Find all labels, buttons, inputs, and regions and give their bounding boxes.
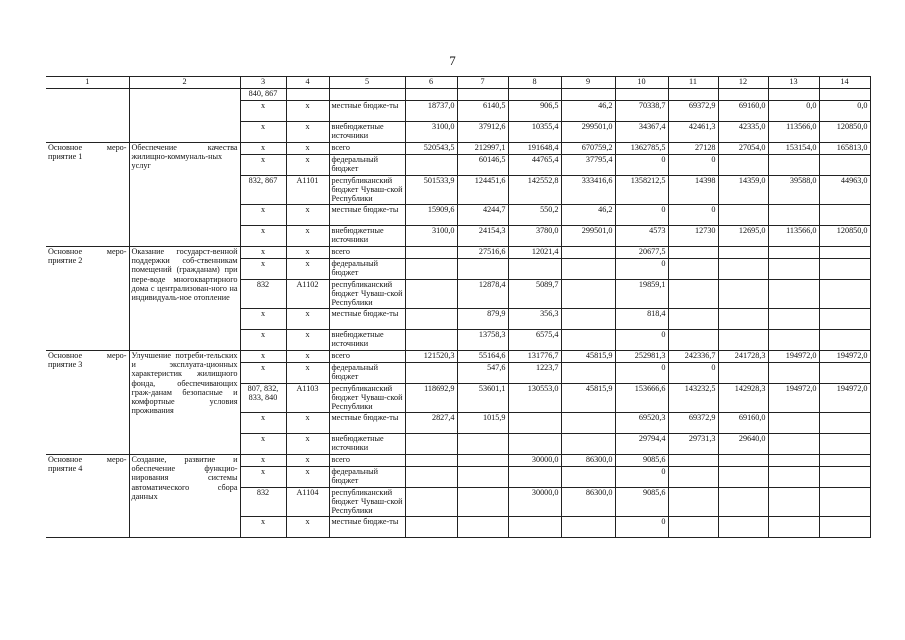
value-cell-col-14 — [819, 247, 870, 259]
value-cell-col-14 — [819, 205, 870, 226]
row-source-cell: республиканский бюджет Чуваш-ской Республики — [329, 488, 405, 517]
column-header-4: 4 — [286, 77, 329, 89]
budget-table-body — [46, 77, 870, 538]
value-cell-col-6: 3100,0 — [405, 122, 457, 143]
value-cell-col-12 — [718, 467, 768, 488]
value-cell-col-7: 53601,1 — [457, 384, 508, 413]
value-cell-col-8: 5089,7 — [508, 280, 561, 309]
value-cell-col-12 — [718, 259, 768, 280]
row-code-cell: х — [240, 155, 286, 176]
value-cell-col-13: 113566,0 — [768, 122, 819, 143]
value-cell-col-11: 14398 — [668, 176, 718, 205]
row-target-cell: х — [286, 309, 329, 330]
budget-table — [46, 76, 871, 538]
value-cell-col-6 — [405, 280, 457, 309]
row-code-cell: х — [240, 226, 286, 247]
row-code-cell: х — [240, 205, 286, 226]
value-cell-col-11 — [668, 259, 718, 280]
value-cell-col-8: 131776,7 — [508, 351, 561, 363]
value-cell-col-13 — [768, 330, 819, 351]
value-cell-col-6: 3100,0 — [405, 226, 457, 247]
column-header-12: 12 — [718, 77, 768, 89]
value-cell-col-9: 86300,0 — [561, 488, 615, 517]
row-code-cell: х — [240, 363, 286, 384]
value-cell-col-6 — [405, 488, 457, 517]
value-cell-col-12 — [718, 330, 768, 351]
value-cell-col-7 — [457, 455, 508, 467]
value-cell-col-10: 0 — [615, 155, 668, 176]
value-cell-col-6 — [405, 309, 457, 330]
value-cell-col-10: 69520,3 — [615, 413, 668, 434]
value-cell-col-8: 550,2 — [508, 205, 561, 226]
value-cell-col-7 — [457, 259, 508, 280]
value-cell-col-8: 906,5 — [508, 101, 561, 122]
value-cell-col-11 — [668, 455, 718, 467]
row-target-cell: А1104 — [286, 488, 329, 517]
value-cell-col-11 — [668, 517, 718, 538]
column-header-10: 10 — [615, 77, 668, 89]
value-cell-col-10: 252981,3 — [615, 351, 668, 363]
value-cell-col-14 — [819, 467, 870, 488]
value-cell-col-12: 69160,0 — [718, 413, 768, 434]
value-cell-col-10: 0 — [615, 467, 668, 488]
value-cell-col-9 — [561, 280, 615, 309]
value-cell-col-11: 0 — [668, 363, 718, 384]
row-source-cell: всего — [329, 143, 405, 155]
value-cell-col-14 — [819, 363, 870, 384]
value-cell-col-7: 13758,3 — [457, 330, 508, 351]
row-target-cell: А1102 — [286, 280, 329, 309]
value-cell-col-12: 69160,0 — [718, 101, 768, 122]
value-cell-col-11 — [668, 247, 718, 259]
value-cell-col-13: 194972,0 — [768, 384, 819, 413]
row-source-cell: федеральный бюджет — [329, 155, 405, 176]
value-cell-col-9: 46,2 — [561, 101, 615, 122]
column-header-5: 5 — [329, 77, 405, 89]
value-cell-col-8 — [508, 259, 561, 280]
value-cell-col-11 — [668, 467, 718, 488]
row-target-cell: х — [286, 259, 329, 280]
continued-description-cell — [129, 89, 240, 143]
value-cell-col-13 — [768, 413, 819, 434]
value-cell-col-7: 212997,1 — [457, 143, 508, 155]
value-cell-col-13 — [768, 205, 819, 226]
value-cell-col-10: 1362785,5 — [615, 143, 668, 155]
row-code-cell: х — [240, 351, 286, 363]
value-cell-col-10: 70338,7 — [615, 101, 668, 122]
page-number: 7 — [449, 53, 456, 68]
value-cell-col-14 — [819, 455, 870, 467]
value-cell-col-13 — [768, 247, 819, 259]
value-cell-col-8: 30000,0 — [508, 455, 561, 467]
value-cell-col-13: 153154,0 — [768, 143, 819, 155]
value-cell-col-11: 242336,7 — [668, 351, 718, 363]
value-cell-col-8 — [508, 413, 561, 434]
column-header-2: 2 — [129, 77, 240, 89]
value-cell-col-9: 299501,0 — [561, 226, 615, 247]
value-cell-col-7 — [457, 517, 508, 538]
value-cell-col-8: 12021,4 — [508, 247, 561, 259]
value-cell-col-12: 12695,0 — [718, 226, 768, 247]
table-row — [46, 351, 870, 363]
value-cell-col-10: 0 — [615, 259, 668, 280]
measure-name-cell: Основное меро-приятие 4 — [46, 455, 129, 538]
value-cell-col-7: 547,6 — [457, 363, 508, 384]
value-cell-col-10: 818,4 — [615, 309, 668, 330]
row-target-cell: х — [286, 363, 329, 384]
value-cell-col-10: 1358212,5 — [615, 176, 668, 205]
row-code-cell: х — [240, 467, 286, 488]
column-header-1: 1 — [46, 77, 129, 89]
row-target-cell: х — [286, 434, 329, 455]
value-cell-col-8: 191648,4 — [508, 143, 561, 155]
table-row — [46, 455, 870, 467]
row-source-cell: местные бюдже-ты — [329, 205, 405, 226]
row-target-cell: х — [286, 143, 329, 155]
row-source-cell: местные бюдже-ты — [329, 101, 405, 122]
value-cell-col-6 — [405, 259, 457, 280]
row-target-cell: А1101 — [286, 176, 329, 205]
value-cell-col-14: 194972,0 — [819, 384, 870, 413]
value-cell-col-7: 24154,3 — [457, 226, 508, 247]
row-target-cell: х — [286, 101, 329, 122]
value-cell-col-9: 299501,0 — [561, 122, 615, 143]
value-cell-col-12 — [718, 363, 768, 384]
measure-name-cell: Основное меро-приятие 1 — [46, 143, 129, 247]
value-cell-col-7: 60146,5 — [457, 155, 508, 176]
value-cell-col-9 — [561, 330, 615, 351]
column-header-14: 14 — [819, 77, 870, 89]
value-cell-col-9 — [561, 413, 615, 434]
row-target-cell — [286, 89, 329, 101]
value-cell-col-12: 142928,3 — [718, 384, 768, 413]
value-cell-col-14 — [819, 488, 870, 517]
measure-description-cell: Создание, развитие и обеспечение функцио-нирования системы автоматического сбора данных — [129, 455, 240, 538]
value-cell-col-6 — [405, 517, 457, 538]
value-cell-col-9: 333416,6 — [561, 176, 615, 205]
value-cell-col-12 — [718, 309, 768, 330]
row-code-cell: х — [240, 259, 286, 280]
value-cell-col-9: 45815,9 — [561, 384, 615, 413]
value-cell-col-6: 520543,5 — [405, 143, 457, 155]
value-cell-col-12 — [718, 247, 768, 259]
value-cell-col-11 — [668, 89, 718, 101]
column-header-11: 11 — [668, 77, 718, 89]
column-header-13: 13 — [768, 77, 819, 89]
value-cell-col-8: 3780,0 — [508, 226, 561, 247]
value-cell-col-8: 356,3 — [508, 309, 561, 330]
value-cell-col-7 — [457, 89, 508, 101]
value-cell-col-13 — [768, 467, 819, 488]
value-cell-col-12 — [718, 89, 768, 101]
value-cell-col-13 — [768, 280, 819, 309]
row-code-cell: 840, 867 — [240, 89, 286, 101]
value-cell-col-8 — [508, 517, 561, 538]
row-code-cell: 832, 867 — [240, 176, 286, 205]
measure-description-cell: Улучшение потреби-тельских и эксплуата-ционных характеристик жилищного фонда, обеспечивающих граж-данам безопасные и комфортные условия проживания — [129, 351, 240, 455]
column-header-8: 8 — [508, 77, 561, 89]
value-cell-col-11: 27128 — [668, 143, 718, 155]
value-cell-col-14: 194972,0 — [819, 351, 870, 363]
value-cell-col-8 — [508, 467, 561, 488]
value-cell-col-10: 153666,6 — [615, 384, 668, 413]
value-cell-col-9 — [561, 467, 615, 488]
value-cell-col-9 — [561, 89, 615, 101]
value-cell-col-7: 55164,6 — [457, 351, 508, 363]
column-header-3: 3 — [240, 77, 286, 89]
value-cell-col-9 — [561, 309, 615, 330]
value-cell-col-14 — [819, 517, 870, 538]
value-cell-col-14: 44963,0 — [819, 176, 870, 205]
measure-description-cell: Обеспечение качества жилищно-коммуналь-ных услуг — [129, 143, 240, 247]
value-cell-col-12 — [718, 155, 768, 176]
row-target-cell: х — [286, 122, 329, 143]
value-cell-col-6: 2827,4 — [405, 413, 457, 434]
row-target-cell: х — [286, 455, 329, 467]
value-cell-col-7: 879,9 — [457, 309, 508, 330]
value-cell-col-10: 4573 — [615, 226, 668, 247]
value-cell-col-7: 12878,4 — [457, 280, 508, 309]
value-cell-col-10: 34367,4 — [615, 122, 668, 143]
value-cell-col-8: 130553,0 — [508, 384, 561, 413]
row-source-cell: федеральный бюджет — [329, 467, 405, 488]
value-cell-col-10: 9085,6 — [615, 455, 668, 467]
row-source-cell: внебюджетные источники — [329, 226, 405, 247]
value-cell-col-9 — [561, 247, 615, 259]
table-row — [46, 89, 870, 101]
value-cell-col-11: 143232,5 — [668, 384, 718, 413]
row-source-cell — [329, 89, 405, 101]
table-row — [46, 247, 870, 259]
row-source-cell: внебюджетные источники — [329, 122, 405, 143]
value-cell-col-13 — [768, 363, 819, 384]
row-target-cell: х — [286, 351, 329, 363]
value-cell-col-14 — [819, 259, 870, 280]
value-cell-col-10: 0 — [615, 363, 668, 384]
row-target-cell: х — [286, 517, 329, 538]
row-source-cell: всего — [329, 247, 405, 259]
value-cell-col-11 — [668, 309, 718, 330]
value-cell-col-14 — [819, 280, 870, 309]
value-cell-col-11: 0 — [668, 155, 718, 176]
row-source-cell: республиканский бюджет Чуваш-ской Республики — [329, 176, 405, 205]
row-code-cell: х — [240, 101, 286, 122]
column-header-7: 7 — [457, 77, 508, 89]
value-cell-col-11 — [668, 280, 718, 309]
value-cell-col-7 — [457, 434, 508, 455]
row-source-cell: всего — [329, 351, 405, 363]
value-cell-col-14 — [819, 330, 870, 351]
value-cell-col-9 — [561, 517, 615, 538]
value-cell-col-11: 42461,3 — [668, 122, 718, 143]
value-cell-col-10: 20677,5 — [615, 247, 668, 259]
value-cell-col-6 — [405, 434, 457, 455]
value-cell-col-9 — [561, 259, 615, 280]
value-cell-col-12 — [718, 280, 768, 309]
value-cell-col-12: 42335,0 — [718, 122, 768, 143]
value-cell-col-9: 37795,4 — [561, 155, 615, 176]
value-cell-col-7: 124451,6 — [457, 176, 508, 205]
value-cell-col-9 — [561, 363, 615, 384]
value-cell-col-14 — [819, 413, 870, 434]
row-code-cell: х — [240, 330, 286, 351]
value-cell-col-14: 120850,0 — [819, 122, 870, 143]
value-cell-col-11: 29731,3 — [668, 434, 718, 455]
value-cell-col-12 — [718, 488, 768, 517]
row-source-cell: федеральный бюджет — [329, 363, 405, 384]
value-cell-col-13: 0,0 — [768, 101, 819, 122]
value-cell-col-7: 37912,6 — [457, 122, 508, 143]
value-cell-col-11: 69372,9 — [668, 413, 718, 434]
row-code-cell: х — [240, 309, 286, 330]
value-cell-col-13 — [768, 309, 819, 330]
value-cell-col-13 — [768, 155, 819, 176]
value-cell-col-14 — [819, 309, 870, 330]
row-source-cell: республиканский бюджет Чуваш-ской Республики — [329, 280, 405, 309]
row-source-cell: внебюджетные источники — [329, 330, 405, 351]
measure-description-cell: Оказание государст-венной поддержки соб-ственникам помещений (гражданам) при пере-воде многоквартирного дома с централизован-ного на индивидуаль-ное отопление — [129, 247, 240, 351]
value-cell-col-13 — [768, 488, 819, 517]
row-target-cell: А1103 — [286, 384, 329, 413]
value-cell-col-6 — [405, 247, 457, 259]
value-cell-col-6 — [405, 363, 457, 384]
row-source-cell: местные бюдже-ты — [329, 309, 405, 330]
value-cell-col-14 — [819, 434, 870, 455]
row-target-cell: х — [286, 155, 329, 176]
value-cell-col-13 — [768, 517, 819, 538]
value-cell-col-10: 19859,1 — [615, 280, 668, 309]
column-header-row — [46, 77, 870, 89]
value-cell-col-13 — [768, 455, 819, 467]
row-code-cell: 832 — [240, 488, 286, 517]
row-target-cell: х — [286, 413, 329, 434]
value-cell-col-14: 165813,0 — [819, 143, 870, 155]
value-cell-col-13 — [768, 434, 819, 455]
value-cell-col-9 — [561, 434, 615, 455]
value-cell-col-12: 14359,0 — [718, 176, 768, 205]
value-cell-col-11: 0 — [668, 205, 718, 226]
row-target-cell: х — [286, 226, 329, 247]
row-source-cell: внебюджетные источники — [329, 434, 405, 455]
value-cell-col-11: 12730 — [668, 226, 718, 247]
row-source-cell: местные бюдже-ты — [329, 413, 405, 434]
column-header-9: 9 — [561, 77, 615, 89]
value-cell-col-14 — [819, 89, 870, 101]
row-code-cell: 807, 832, 833, 840 — [240, 384, 286, 413]
value-cell-col-7 — [457, 488, 508, 517]
value-cell-col-6: 501533,9 — [405, 176, 457, 205]
row-code-cell: х — [240, 247, 286, 259]
row-code-cell: х — [240, 434, 286, 455]
value-cell-col-11 — [668, 330, 718, 351]
row-code-cell: х — [240, 413, 286, 434]
value-cell-col-8: 142552,8 — [508, 176, 561, 205]
value-cell-col-7: 27516,6 — [457, 247, 508, 259]
value-cell-col-11: 69372,9 — [668, 101, 718, 122]
value-cell-col-6 — [405, 330, 457, 351]
value-cell-col-6: 18737,0 — [405, 101, 457, 122]
value-cell-col-10: 29794,4 — [615, 434, 668, 455]
value-cell-col-9: 86300,0 — [561, 455, 615, 467]
value-cell-col-14: 0,0 — [819, 101, 870, 122]
row-code-cell: х — [240, 517, 286, 538]
value-cell-col-8: 44765,4 — [508, 155, 561, 176]
value-cell-col-13 — [768, 89, 819, 101]
measure-name-cell: Основное меро-приятие 3 — [46, 351, 129, 455]
row-target-cell: х — [286, 205, 329, 226]
value-cell-col-10: 0 — [615, 517, 668, 538]
table-row — [46, 143, 870, 155]
value-cell-col-8: 6575,4 — [508, 330, 561, 351]
row-source-cell: республиканский бюджет Чуваш-ской Республики — [329, 384, 405, 413]
row-code-cell: х — [240, 143, 286, 155]
value-cell-col-8 — [508, 434, 561, 455]
value-cell-col-6 — [405, 455, 457, 467]
value-cell-col-8: 10355,4 — [508, 122, 561, 143]
value-cell-col-12 — [718, 517, 768, 538]
value-cell-col-10 — [615, 89, 668, 101]
value-cell-col-10: 9085,6 — [615, 488, 668, 517]
value-cell-col-6: 118692,9 — [405, 384, 457, 413]
value-cell-col-12: 241728,3 — [718, 351, 768, 363]
value-cell-col-6: 15909,6 — [405, 205, 457, 226]
value-cell-col-7 — [457, 467, 508, 488]
row-code-cell: х — [240, 122, 286, 143]
value-cell-col-9: 45815,9 — [561, 351, 615, 363]
value-cell-col-13: 194972,0 — [768, 351, 819, 363]
row-source-cell: федеральный бюджет — [329, 259, 405, 280]
value-cell-col-7: 6140,5 — [457, 101, 508, 122]
value-cell-col-10: 0 — [615, 205, 668, 226]
row-code-cell: х — [240, 455, 286, 467]
row-target-cell: х — [286, 330, 329, 351]
value-cell-col-8: 30000,0 — [508, 488, 561, 517]
value-cell-col-12: 29640,0 — [718, 434, 768, 455]
value-cell-col-13: 39588,0 — [768, 176, 819, 205]
value-cell-col-6 — [405, 467, 457, 488]
value-cell-col-13: 113566,0 — [768, 226, 819, 247]
value-cell-col-8 — [508, 89, 561, 101]
value-cell-col-14 — [819, 155, 870, 176]
value-cell-col-7: 4244,7 — [457, 205, 508, 226]
value-cell-col-9: 46,2 — [561, 205, 615, 226]
value-cell-col-12 — [718, 455, 768, 467]
row-target-cell: х — [286, 467, 329, 488]
value-cell-col-8: 1223,7 — [508, 363, 561, 384]
continued-name-cell — [46, 89, 129, 143]
value-cell-col-6: 121520,3 — [405, 351, 457, 363]
row-target-cell: х — [286, 247, 329, 259]
value-cell-col-14: 120850,0 — [819, 226, 870, 247]
value-cell-col-6 — [405, 89, 457, 101]
value-cell-col-12 — [718, 205, 768, 226]
row-source-cell: всего — [329, 455, 405, 467]
value-cell-col-12: 27054,0 — [718, 143, 768, 155]
value-cell-col-10: 0 — [615, 330, 668, 351]
value-cell-col-7: 1015,9 — [457, 413, 508, 434]
measure-name-cell: Основное меро-приятие 2 — [46, 247, 129, 351]
value-cell-col-11 — [668, 488, 718, 517]
value-cell-col-6 — [405, 155, 457, 176]
value-cell-col-13 — [768, 259, 819, 280]
row-source-cell: местные бюдже-ты — [329, 517, 405, 538]
row-code-cell: 832 — [240, 280, 286, 309]
column-header-6: 6 — [405, 77, 457, 89]
value-cell-col-9: 670759,2 — [561, 143, 615, 155]
